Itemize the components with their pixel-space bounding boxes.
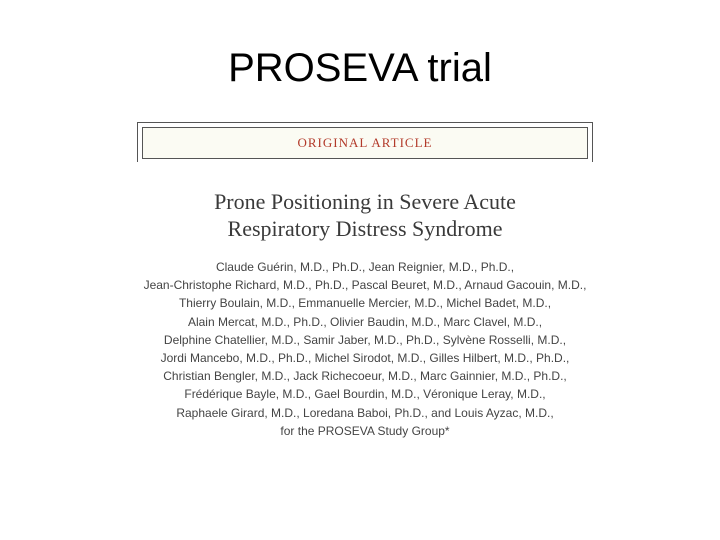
author-line: Raphaele Girard, M.D., Loredana Baboi, Ph.D., and Louis Ayzac, M.D., <box>176 405 554 420</box>
author-line: for the PROSEVA Study Group* <box>280 423 450 438</box>
author-line: Alain Mercat, M.D., Ph.D., Olivier Baudin, M.D., Marc Clavel, M.D., <box>187 314 543 329</box>
author-line: Thierry Boulain, M.D., Emmanuelle Mercier, M.D., Michel Badet, M.D., <box>178 296 552 311</box>
article-title-line: Respiratory Distress Syndrome <box>227 216 503 241</box>
author-line: Jordi Mancebo, M.D., Ph.D., Michel Sirodot, M.D., Gilles Hilbert, M.D., Ph.D., <box>160 351 570 366</box>
section-label: ORIGINAL ARTICLE <box>142 127 588 159</box>
article-banner <box>137 122 593 162</box>
author-line: Claude Guérin, M.D., Ph.D., Jean Reignier, M.D., Ph.D., <box>215 260 515 274</box>
author-line: Delphine Chatellier, M.D., Samir Jaber, M.D., Ph.D., Sylvène Rosselli, M.D., <box>163 332 567 347</box>
slide-title: PROSEVA trial <box>228 46 492 90</box>
author-line: Frédérique Bayle, M.D., Gael Bourdin, M.D., Véronique Leray, M.D., <box>184 387 546 402</box>
article-title <box>100 188 630 242</box>
author-line: Christian Bengler, M.D., Jack Richecoeur, M.D., Marc Gainnier, M.D., Ph.D., <box>163 369 567 384</box>
author-line: Jean-Christophe Richard, M.D., Ph.D., Pascal Beuret, M.D., Arnaud Gacouin, M.D., <box>143 278 587 293</box>
author-list <box>90 258 640 440</box>
article-title-line: Prone Positioning in Severe Acute <box>214 189 516 214</box>
